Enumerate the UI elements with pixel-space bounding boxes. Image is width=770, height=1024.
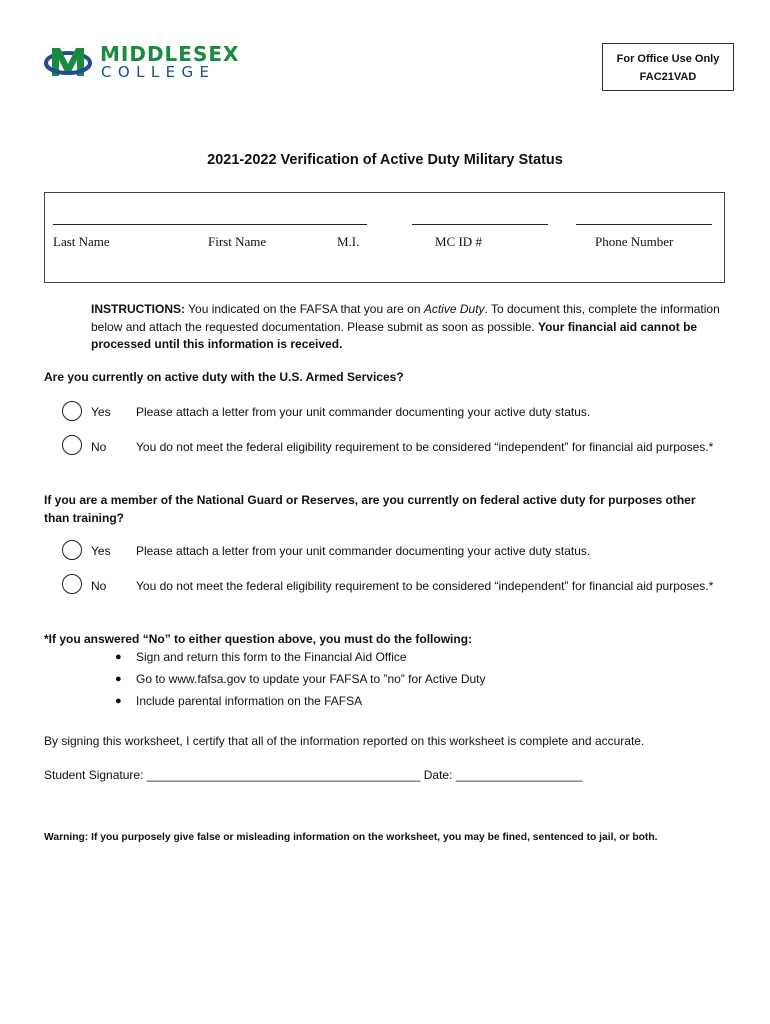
instructions-label: INSTRUCTIONS: [91, 302, 185, 316]
date-label: Date: [420, 768, 456, 782]
instructions-paragraph [91, 301, 721, 354]
q1-no-radio[interactable] [62, 435, 82, 455]
instructions-bold-tail: Your financial aid cannot be processed until this information is received. [91, 319, 698, 351]
bullet-icon: ● [115, 695, 122, 707]
followup-item: ● Include parental information on the FAFSA [136, 693, 726, 711]
signature-line[interactable]: _________________________________________ [146, 768, 421, 782]
office-use-heading: For Office Use Only [616, 53, 720, 65]
bullet-icon: ● [115, 651, 122, 663]
mcid-field-line[interactable] [412, 224, 548, 225]
followup-item: ● Go to www.fafsa.gov to update your FAFSA to ”no” for Active Duty [136, 671, 726, 689]
question-1: Are you currently on active duty with the U.S. Armed Services? [44, 370, 404, 384]
q1-no-text: You do not meet the federal eligibility requirement to be considered “independent” for financial aid purposes.* [136, 440, 714, 454]
middle-initial-label: M.I. [337, 234, 360, 249]
mc-id-label: MC ID # [435, 234, 482, 249]
phone-field-line[interactable] [576, 224, 712, 225]
instructions-emphasis: Active Duty [423, 302, 485, 316]
q2-no-radio[interactable] [62, 574, 82, 594]
bullet-icon: ● [115, 673, 122, 685]
followup-item: ● Sign and return this form to the Financial Aid Office [136, 649, 726, 667]
q1-yes-text: Please attach a letter from your unit commander documenting your active duty status. [136, 405, 591, 419]
warning-text: Warning: If you purposely give false or misleading information on the worksheet, you may be fined, sentenced to jail, or both. [44, 832, 658, 843]
date-line[interactable]: ___________________ [455, 768, 583, 782]
q2-no-label: No [91, 579, 107, 593]
certification-statement: By signing this worksheet, I certify that all of the information reported on this worksheet is complete and accurate. [44, 734, 645, 748]
followup-heading: *If you answered “No” to either question above, you must do the following: [44, 632, 473, 646]
name-field-line[interactable] [53, 224, 367, 225]
instructions-text-2: . To document this, complete the information below and attach the requested documentation. Please submit as soon as possible. [91, 302, 720, 334]
signature-row [44, 767, 734, 785]
page-title: 2021-2022 Verification of Active Duty Military Status [207, 152, 563, 168]
logo-text-middlesex: MIDDLESEX [100, 42, 240, 66]
q2-yes-radio[interactable] [62, 540, 82, 560]
q1-yes-label: Yes [91, 405, 111, 419]
instructions-text-1: You indicated on the FAFSA that you are on [185, 302, 424, 316]
q2-yes-text: Please attach a letter from your unit commander documenting your active duty status. [136, 544, 591, 558]
first-name-label: First Name [208, 234, 267, 249]
mc-monogram-icon [44, 42, 96, 82]
q1-no-label: No [91, 440, 107, 454]
q2-no-text: You do not meet the federal eligibility requirement to be considered “independent” for financial aid purposes.* [136, 579, 714, 593]
q1-yes-radio[interactable] [62, 401, 82, 421]
question-2: If you are a member of the National Guard or Reserves, are you currently on federal active duty for purposes other than training? [44, 493, 696, 525]
form-code: FAC21VAD [639, 71, 697, 83]
phone-number-label: Phone Number [595, 234, 674, 249]
student-info-box [44, 192, 725, 283]
last-name-label: Last Name [53, 234, 110, 249]
logo-text-college: COLLEGE [101, 63, 216, 81]
office-use-box [602, 43, 734, 91]
q2-yes-label: Yes [91, 544, 111, 558]
signature-label: Student Signature: [44, 768, 147, 782]
college-logo [44, 42, 240, 82]
